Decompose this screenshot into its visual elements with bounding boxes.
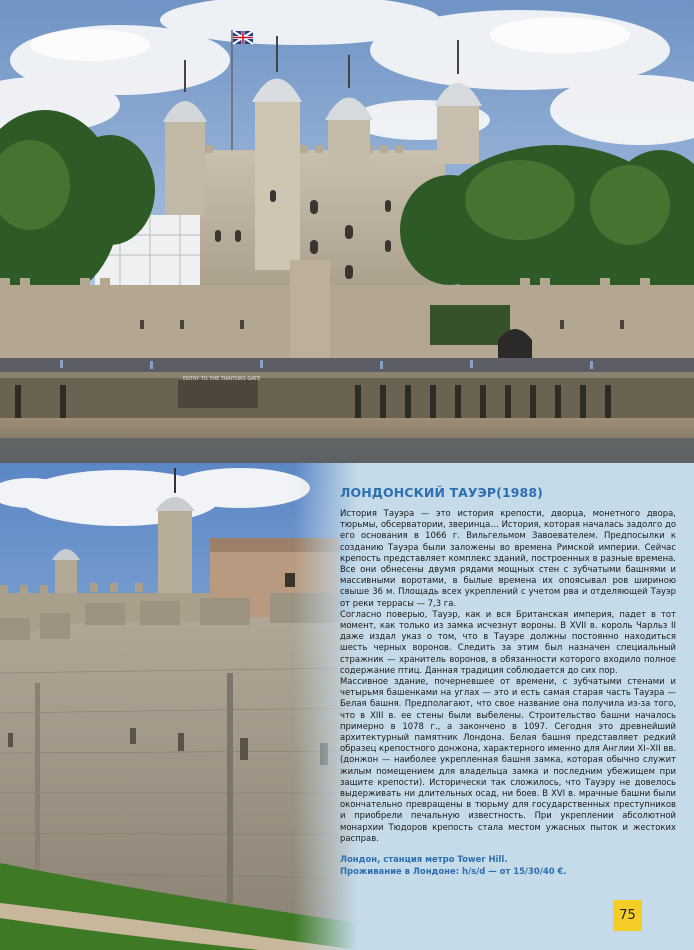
location-line: Лондон, станция метро Tower Hill. [340, 854, 508, 865]
traitors-gate-sign: ENTRY TO THE TRAITORS GATE [183, 376, 261, 382]
accommodation-line: Проживание в Лондоне: h/s/d — от 15/30/40 €. [340, 865, 567, 876]
article [340, 485, 676, 877]
article-paragraph: Согласно поверью, Тауэр, как и вся Британская империя, падет в тот момент, как только из замка исчезнут вороны. В XVII в. король Чарльз II даже издал указ о том, что в Тауэре должны постоянно находиться шесть черных воронов. Следить за этим был назначен специальный стражник — хранитель воронов, в обязанности которого входило полное содержание птиц. Данная традиция соблюдается до сих пор. [340, 608, 676, 675]
article-body [340, 508, 676, 844]
page-number: 75 [613, 900, 642, 931]
tower-wall-photo [0, 463, 358, 950]
bottom-panel [0, 463, 694, 950]
article-paragraph: Массивное здание, почерневшее от времени, с зубчатыми стенами и четырьмя башенками на углах — это и есть самая старая часть Тауэра — Белая башня. Предполагают, что свое название она получила из-за того, что в XIII в. ее стены были выбелены. Строительство башни началось примерно в 1078 г., а закончено в 1097. Сегодня это древнейший архитектурный памятник Лондона. Белая башня представляет редкий образец крепостного донжона, характерного именно для Англии XI–XII вв. (донжон — наиболее укрепленная башня замка, которая обычно служит жилым помещением для владельца замка и последним убежищем при защите крепости). Исторически так сложилось, что Тауэру не довелось выдерживать ни длительных осад, ни боев. В XVI в. мрачные башни были окончательно превращены в тюрьму для государственных преступников и приобрели печальную известность. При укреплении абсолютной монархии Тюдоров крепость стала местом ужасных пыток и жестоких расправ. [340, 676, 676, 843]
tower-of-london-photo [0, 0, 694, 463]
article-title: ЛОНДОНСКИЙ ТАУЭР(1988) [340, 485, 543, 500]
article-paragraph: История Тауэра — это история крепости, дворца, монетного двора, тюрьмы, обсерватории, зверинца… История, которая началась задолго до его основания в 1066 г. Вильгельмом Завоевателем. Предпосылки к созданию Тауэра были заложены во времена Римской империи. Сейчас крепость представляет комплекс зданий, построенных в разные времена. Все они обнесены двумя рядами мощных стен с зубчатыми башнями и массивными воротами, в былые времена их опоясывал ров шириною свыше 36 м. Площадь всех укреплений с учетом рва и отделяющей Тауэр от реки террасы — 7,3 га. [340, 508, 676, 608]
article-footer [340, 854, 676, 877]
